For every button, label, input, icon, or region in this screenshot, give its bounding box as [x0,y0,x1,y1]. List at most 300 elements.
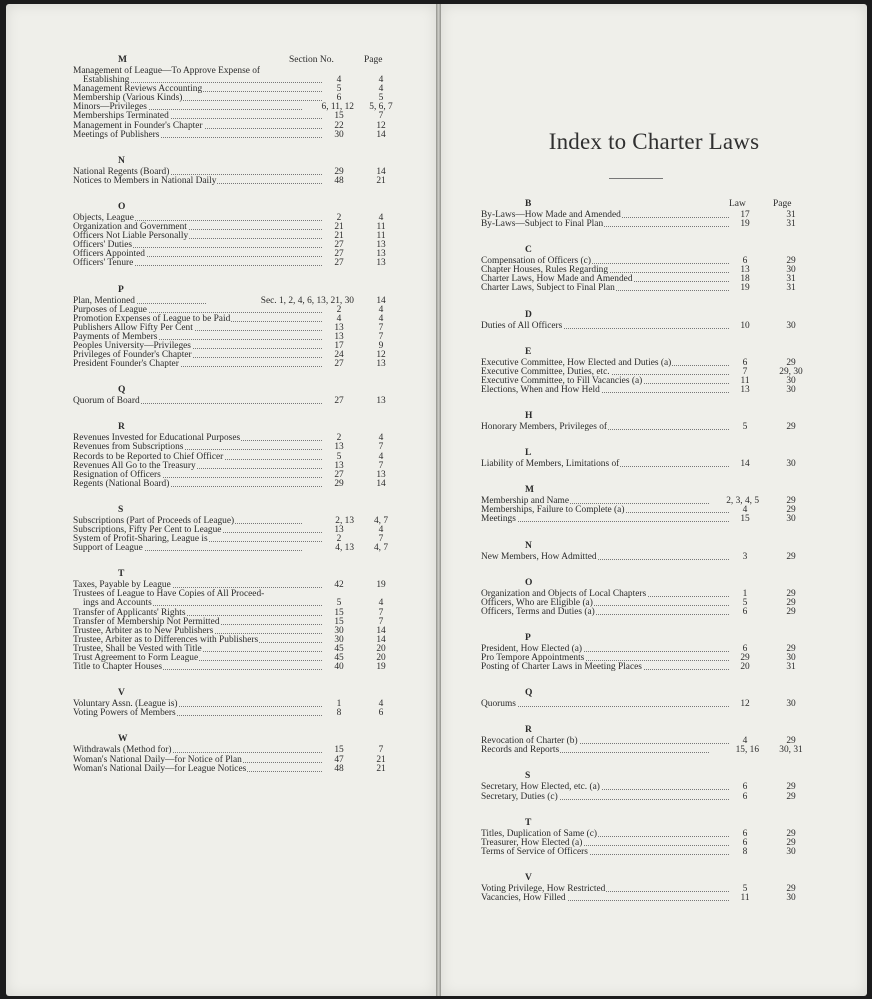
entry-page: 4 [378,304,384,315]
entry-number: 6 [731,608,759,617]
entry-page: 12 [376,120,386,131]
entry-text: ings and Accounts [83,598,152,609]
index-entry [6,76,436,85]
section-gap [6,489,436,504]
entry-page: 31 [786,210,796,220]
entry-text: By-Laws—How Made and Amended [481,210,621,220]
entry-number: 13 [324,324,354,333]
entry-page: 30 [786,846,796,857]
entry-text: President, How Elected (a) [481,643,583,654]
entry-number: 27 [324,397,354,406]
entry-text: Subscriptions (Part of Proceeds of League) [73,515,235,526]
section-gap [441,294,867,309]
index-entry [441,460,867,469]
index-entry [6,453,436,462]
column-header-page: Page [773,199,792,209]
entry-page: 13 [376,396,386,407]
column-header-number: Section No. [289,55,334,65]
index-entry [6,250,436,259]
entry-page: 7 [378,322,384,333]
section-gap [441,395,867,410]
section-gap [6,140,436,155]
entry-number: 10 [731,322,759,331]
entry-page: 11 [376,222,386,233]
entry-text: Plan, Mentioned [73,295,135,306]
entry-page: 4 [378,451,384,462]
section-gap [441,331,867,346]
index-entry [6,471,436,480]
entry-text: Terms of Service of Officers [481,846,588,857]
section-letter: S [118,504,124,515]
entry-text: National Regents (Board) [73,166,170,177]
entry-number: 4 [324,315,354,324]
section-gap [6,553,436,568]
entry-text: Secretary, How Elected, etc. (a) [481,782,600,793]
entry-page: 12 [376,350,386,361]
entry-text: Records to be Reported to Chief Officer [73,451,224,462]
section-letter-row [6,733,436,746]
entry-text: Titles, Duplication of Same (c) [481,828,598,839]
section-letter: O [525,577,533,588]
entry-number: Sec. 1, 2, 4, 6, 13, 21, 30 [206,297,354,306]
entry-text: System of Profit-Sharing, League is [73,534,208,545]
index-entry [6,177,436,186]
entry-page: 19 [376,580,386,591]
entry-text: Resignation of Officers [73,469,161,480]
index-entry [441,793,867,802]
section-letter-row [441,872,867,885]
entry-text: Trustee, Shall be Vested with Title [73,643,202,654]
section-letter: T [525,817,532,828]
section-gap [441,755,867,770]
section-gap [441,709,867,724]
entry-page: 31 [786,283,796,294]
entry-number: 8 [731,848,759,857]
entry-text: Voluntary Assn. (League is) [73,699,178,710]
section-letter: E [525,346,532,357]
entry-text: Support of League [73,543,143,554]
entry-page: 4 [378,212,384,223]
entry-number: 14 [731,460,759,469]
entry-page: 30 [786,459,796,470]
index-entry [6,535,436,544]
index-entry [6,526,436,535]
entry-number: 11 [731,894,759,903]
entry-page: 30 [786,893,796,903]
entry-text: Executive Committee, Duties, etc. [481,366,610,377]
entry-number: 11 [731,377,759,386]
section-letter: V [525,872,532,883]
section-letter-row [6,201,436,214]
entry-page: 4 [378,525,384,535]
entry-text: Memberships Terminated [73,111,169,122]
index-entry [6,315,436,324]
entry-text: Transfer of Applicants' Rights [73,607,186,618]
entry-number: 6 [731,783,759,792]
index-entry [441,663,867,672]
section-gap [6,718,436,733]
entry-number: 17 [731,211,759,220]
entry-number: 30 [324,131,354,140]
section-letter: R [118,422,125,433]
entry-number: 15 [324,609,354,618]
entry-number: 6 [731,359,759,368]
entry-number: 5 [731,599,759,608]
section-gap [6,672,436,687]
entry-text: Membership (Various Kinds) [73,93,183,104]
index-entry [6,259,436,268]
entry-text: Trustees of League to Have Copies of All Proceed- [73,589,265,600]
entry-text: Management Reviews Accounting [73,84,203,95]
entry-text: Membership and Name [481,496,569,507]
entry-page: 13 [376,258,386,269]
entry-text: Withdrawals (Method for) [73,745,172,756]
section-letter-row [6,155,436,168]
section-letter: V [118,688,125,699]
entry-text: President Founder's Chapter [73,359,179,370]
entry-number: 29 [324,480,354,489]
entry-number: 13 [324,443,354,452]
index-entry [6,462,436,471]
section-letter-row [6,687,436,700]
column-header-number: Law [729,199,746,209]
index-entry [6,609,436,618]
entry-text: Voting Powers of Members [73,708,176,719]
entry-text: Posting of Charter Laws in Meeting Places [481,662,642,673]
entry-number: 15, 16 [709,746,759,755]
index-entry [6,599,436,608]
index-entry [6,122,436,131]
entry-number: 2 [324,434,354,443]
index-entry [6,168,436,177]
section-gap [441,672,867,687]
entry-text: Charter Laws, How Made and Amended [481,274,633,285]
entry-number: 13 [731,386,759,395]
entry-number: 13 [324,526,354,535]
entry-page: 6 [378,708,384,719]
index-entry [6,297,436,306]
index-entry [6,214,436,223]
index-entry [6,517,436,526]
index-entry [6,342,436,351]
entry-text: Meetings of Publishers [73,129,160,140]
entry-page: 29 [786,791,796,802]
entry-page: 21 [376,175,386,186]
entry-page: 5, 6, 7 [369,102,393,113]
section-letter: T [118,569,125,580]
entry-text: Records and Reports [481,745,560,756]
entry-number: 24 [324,351,354,360]
entry-page: 21 [376,763,386,774]
entry-number: 13 [324,462,354,471]
entry-page: 7 [378,111,384,122]
entry-page: 13 [376,240,386,251]
entry-page: 29 [786,883,796,894]
entry-number: 29 [324,168,354,177]
entry-page: 11 [376,231,386,242]
entry-text: Regents (National Board) [73,478,170,489]
section-gap [6,269,436,284]
section-letter: L [525,448,532,459]
entry-page: 29 [786,505,796,516]
entry-page: 29 [786,837,796,848]
entry-number: 48 [324,177,354,186]
section-letter: Q [118,385,126,396]
section-letter: P [118,284,124,295]
section-gap [441,857,867,872]
entry-number: 6 [731,839,759,848]
entry-text: Memberships, Failure to Complete (a) [481,505,625,516]
entry-text: Payments of Members [73,331,158,342]
left-page [6,4,436,996]
entry-page: 30, 31 [779,745,803,756]
section-gap [6,406,436,421]
page-title: Index to Charter Laws [548,129,760,154]
index-entry [6,544,436,553]
entry-text: Promotion Expenses of League to be Paid [73,313,231,324]
section-letter: N [118,155,125,166]
entry-number: 20 [731,663,759,672]
entry-number: 40 [324,663,354,672]
entry-number: 48 [324,765,354,774]
entry-page: 14 [376,478,386,489]
entry-number: 2 [324,214,354,223]
index-entry [441,386,867,395]
entry-number: 6 [324,94,354,103]
index-entry [6,397,436,406]
entry-number: 27 [324,259,354,268]
entry-number: 2, 13 [302,517,354,526]
index-entry [6,618,436,627]
entry-text: Executive Committee, How Elected and Duties (a) [481,357,672,368]
entry-text: Publishers Allow Fifty Per Cent [73,322,193,333]
entry-text: Taxes, Payable by League [73,580,171,591]
entry-text: Executive Committee, to Fill Vacancies (a) [481,375,643,386]
entry-page: 7 [378,607,384,618]
section-letter: D [525,309,532,320]
section-letter-row [441,577,867,590]
entry-number: 2, 3, 4, 5 [709,497,759,506]
entry-number: 42 [324,581,354,590]
index-entry [6,351,436,360]
entry-number: 13 [324,333,354,342]
entry-number: 6, 11, 12 [302,103,354,112]
entry-page: 14 [376,129,386,140]
index-entry [441,894,867,903]
entry-number: 5 [731,423,759,432]
section-letter-row [441,309,867,322]
entry-page: 30 [786,265,796,276]
entry-text: Privileges of Founder's Chapter [73,350,192,361]
index-entry [6,480,436,489]
entry-page: 20 [376,643,386,654]
entry-page: 30 [786,320,796,331]
entry-text: Management in Founder's Chapter [73,120,203,131]
entry-number: 13 [731,266,759,275]
entry-page: 29, 30 [779,366,803,377]
section-letter: N [525,540,532,551]
entry-page: 13 [376,249,386,260]
entry-text: Notices to Members in National Daily [73,175,217,186]
index-entry [441,746,867,755]
entry-page: 29 [786,597,796,608]
title-divider [609,178,663,179]
index-entry [6,112,436,121]
entry-number: 27 [324,471,354,480]
entry-text: Charter Laws, Subject to Final Plan [481,283,615,294]
entry-page: 29 [786,422,796,433]
section-letter-row [441,817,867,830]
entry-number: 6 [731,257,759,266]
entry-number: 5 [324,453,354,462]
entry-number: 21 [324,232,354,241]
entry-page: 7 [378,442,384,453]
entry-number: 22 [324,122,354,131]
entry-number: 17 [324,342,354,351]
entry-text: Transfer of Membership Not Permitted [73,616,220,627]
entry-text: Voting Privilege, How Restricted [481,883,606,894]
section-gap [441,562,867,577]
entry-page: 7 [378,331,384,342]
section-letter: R [525,725,532,736]
entry-text: Duties of All Officers [481,320,563,331]
entry-page: 21 [376,754,386,765]
index-entry [6,700,436,709]
entry-page: 4 [378,433,384,444]
entry-text: Officers Appointed [73,249,145,260]
section-letter-row [6,284,436,297]
entry-text: Revenues from Subscriptions [73,442,184,453]
section-letter: M [118,55,127,65]
entry-number: 18 [731,275,759,284]
entry-page: 7 [378,460,384,471]
entry-number: 4 [731,506,759,515]
entry-text: Liability of Members, Limitations of [481,459,620,470]
column-header-page: Page [364,55,383,65]
entry-page: 29 [786,828,796,839]
entry-text: Minors—Privileges [73,102,147,113]
entry-number: 6 [731,793,759,802]
entry-number: 3 [731,553,759,562]
entry-number: 27 [324,360,354,369]
entry-page: 30 [786,375,796,386]
entry-page: 7 [378,616,384,627]
entry-number: 12 [731,700,759,709]
index-entry [6,360,436,369]
index-entry [441,220,867,229]
index-entry [441,322,867,331]
entry-text: Objects, League [73,212,134,223]
entry-number: 6 [731,645,759,654]
entry-text: Pro Tempore Appointments [481,652,585,663]
entry-page: 31 [786,274,796,285]
entry-text: Revocation of Charter (b) [481,736,578,747]
section-gap [6,369,436,384]
entry-page: 29 [786,643,796,654]
entry-number: 30 [324,636,354,645]
entry-page: 30 [786,652,796,663]
entry-page: 29 [786,496,796,507]
index-entry [441,284,867,293]
index-entry [441,553,867,562]
section-letter: O [118,201,126,212]
index-entry [6,590,436,599]
entry-number: 29 [731,654,759,663]
entry-page: 4 [378,75,384,86]
entry-number: 4, 13 [302,544,354,553]
entry-page: 4, 7 [373,543,389,554]
entry-number: 27 [324,241,354,250]
section-gap [441,469,867,484]
entry-page: 29 [786,606,796,617]
dot-leader [481,706,729,707]
entry-number: 8 [324,709,354,718]
entry-page: 30 [786,699,796,710]
entry-page: 29 [786,736,796,747]
entry-page: 4 [378,313,384,324]
section-gap [441,617,867,632]
section-letter-row [441,540,867,553]
entry-number: 2 [324,306,354,315]
entry-page: 4 [378,598,384,609]
entry-number: 15 [324,112,354,121]
entry-page: 7 [378,534,384,545]
index-entry [6,67,436,76]
entry-number: 5 [324,85,354,94]
section-gap [441,229,867,244]
entry-page: 5 [378,93,384,104]
entry-page: 4 [378,84,384,95]
entry-page: 4 [378,699,384,710]
entry-text: Officers' Duties [73,240,133,251]
entry-page: 29 [786,357,796,368]
section-letter: H [525,411,533,422]
entry-number: 4 [731,737,759,746]
index-entry [6,663,436,672]
entry-text: Woman's National Daily—for Notice of Plan [73,754,242,765]
entry-page: 31 [786,662,796,673]
entry-text: Vacancies, How Filled [481,893,566,903]
entry-page: 7 [378,745,384,756]
entry-text: Trustee, Arbiter as to Differences with Publishers [73,634,259,645]
index-entry [6,636,436,645]
entry-text: Purposes of League [73,304,147,315]
entry-text: Trust Agreement to Form League [73,653,199,664]
entry-text: Honorary Members, Privileges of [481,422,608,433]
entry-page: 20 [376,653,386,664]
entry-text: Secretary, Duties (c) [481,791,558,802]
entry-text: Trustee, Arbiter as to New Publishers [73,625,214,636]
entry-page: 9 [378,340,384,351]
index-entry [6,131,436,140]
entry-page: 30 [786,514,796,525]
entry-number: 45 [324,654,354,663]
section-letter: P [525,632,531,643]
entry-number: 1 [731,590,759,599]
entry-number: 5 [731,885,759,894]
charter-law-index [441,198,867,903]
entry-number: 7 [731,368,759,377]
entry-page: 14 [376,625,386,636]
section-letter: Q [525,688,533,699]
entry-text: Officers, Who are Eligible (a) [481,597,593,608]
section-letter-row [441,346,867,359]
entry-text: Management of League—To Approve Expense of [73,66,261,76]
entry-number: 19 [731,220,759,229]
entry-number: 1 [324,700,354,709]
index-entry [6,223,436,232]
section-letter: C [525,245,532,256]
